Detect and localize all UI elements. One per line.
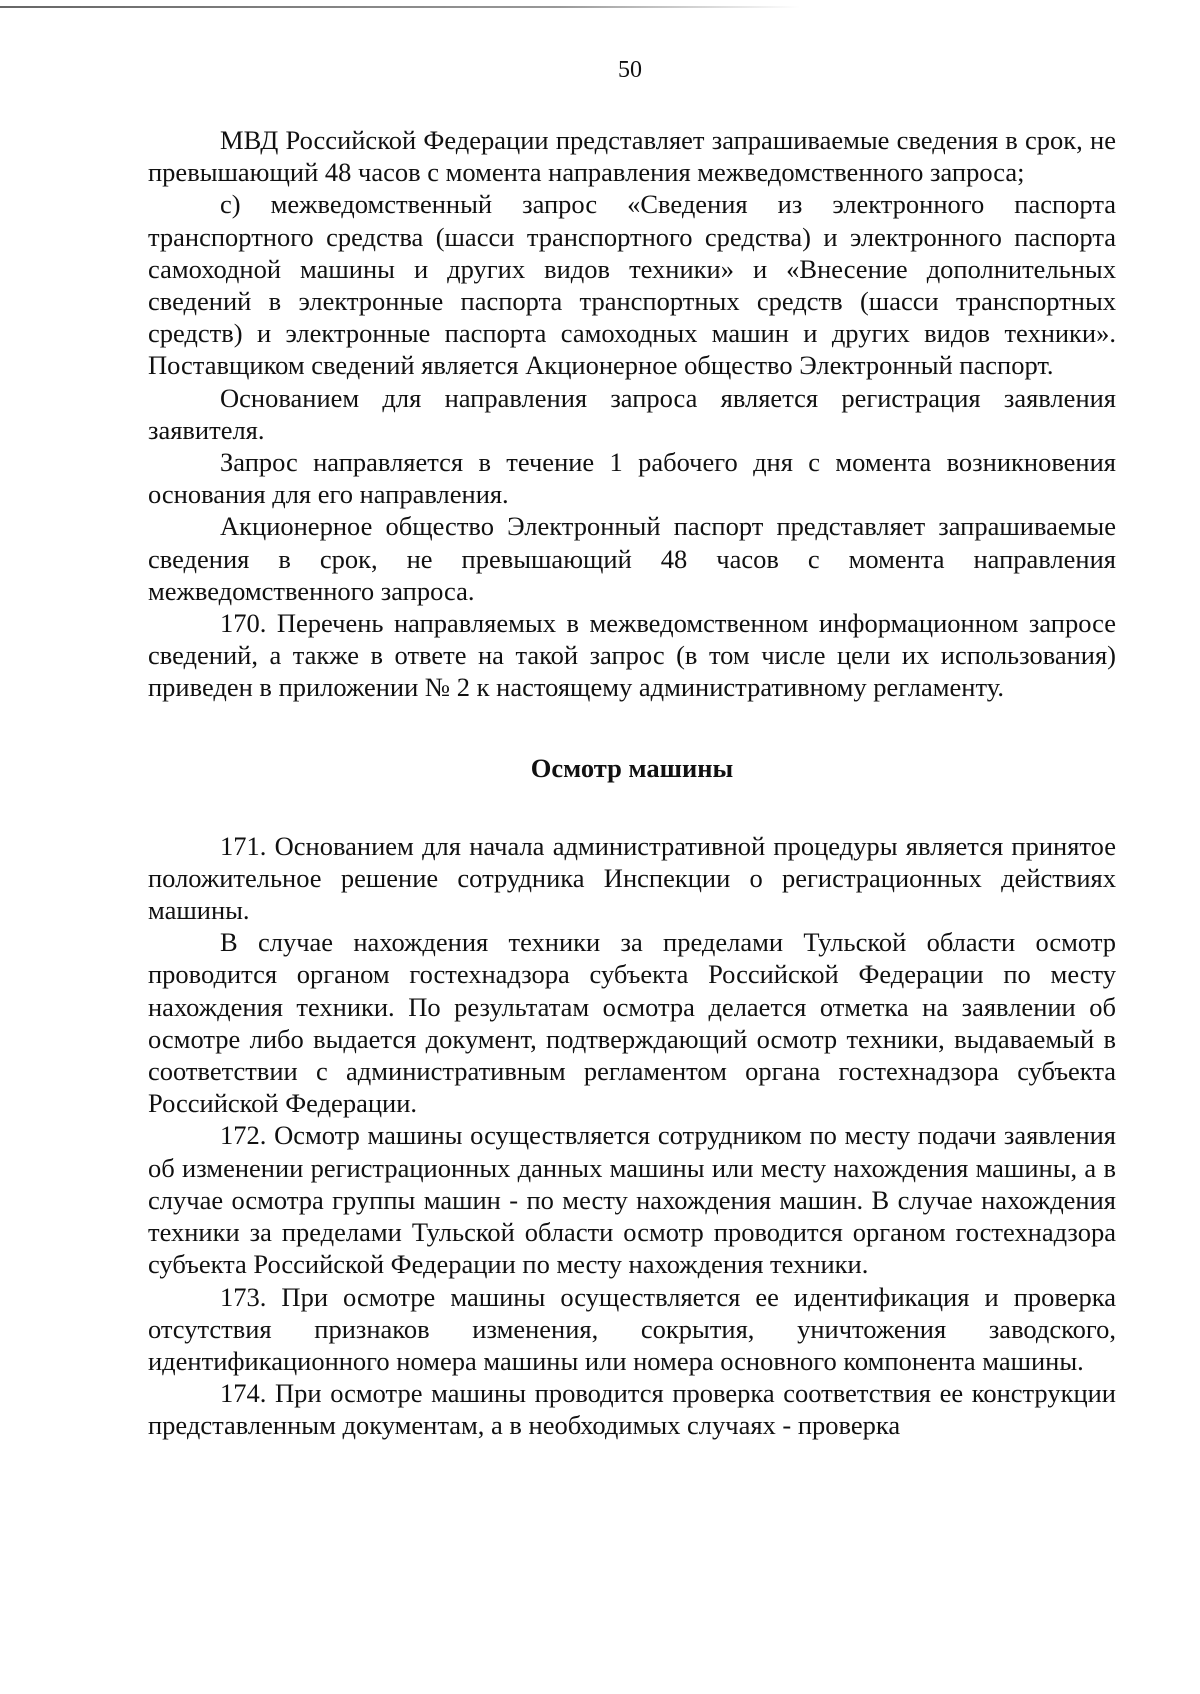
page-number: 50	[618, 57, 642, 83]
paragraph-request-basis: Основанием для направления запроса является регистрация заявления заявителя.	[148, 382, 1116, 445]
paragraph-172: 172. Осмотр машины осуществляется сотрудником по месту подачи заявления об изменении регистрационных данных машины или месту нахождения машины, а в случае осмотра группы машин - по месту нахождения машин. В случае нахождения техники за пределами Тульской области осмотр проводится органом гостехнадзора субъекта Российской Федерации по месту нахождения техники.	[148, 1120, 1116, 1280]
paragraph-epassport-response: Акционерное общество Электронный паспорт представляет запрашиваемые сведения в срок, не превышающий 48 часов с момента направления межведомственного запроса.	[148, 511, 1116, 606]
page-body	[148, 124, 1116, 1442]
paragraph-request-c: с) межведомственный запрос «Сведения из электронного паспорта транспортного средства (шасси транспортного средства) и электронного паспорта самоходной машины и других видов техники» и «Внесение дополнительных сведений в электронные паспорта транспортных средств (шасси транспортных средств) и электронные паспорта самоходных машин и других видов техники». Поставщиком сведений является Акционерное общество Электронный паспорт.	[148, 189, 1116, 381]
paragraph-170: 170. Перечень направляемых в межведомственном информационном запросе сведений, а также в ответе на такой запрос (в том числе цели их использования) приведен в приложении № 2 к настоящему административному регламенту.	[148, 608, 1116, 703]
paragraph-mvd-response: МВД Российской Федерации представляет запрашиваемые сведения в срок, не превышающий 48 часов с момента направления межведомственного запроса;	[148, 125, 1116, 188]
paragraph-174: 174. При осмотре машины проводится проверка соответствия ее конструкции представленным документам, а в необходимых случаях - проверка	[148, 1378, 1116, 1441]
paragraph-request-timing: Запрос направляется в течение 1 рабочего дня с момента возникновения основания для его направления.	[148, 447, 1116, 510]
paragraph-171: 171. Основанием для начала административной процедуры является принятое положительное решение сотрудника Инспекции о регистрационных действиях машины.	[148, 830, 1116, 926]
paragraph-173: 173. При осмотре машины осуществляется ее идентификация и проверка отсутствия признаков изменения, сокрытия, уничтожения заводского, идентификационного номера машины или номера основного компонента машины.	[148, 1281, 1116, 1376]
scan-edge-line	[0, 6, 800, 8]
paragraph-outside-region: В случае нахождения техники за пределами Тульской области осмотр проводится органом гостехнадзора субъекта Российской Федерации по месту нахождения техники. По результатам осмотра делается отметка на заявлении об осмотре либо выдается документ, подтверждающий осмотр техники, выдаваемый в соответствии с административным регламентом органа гостехнадзора субъекта Российской Федерации.	[148, 927, 1116, 1119]
section-heading: Осмотр машины	[530, 752, 734, 783]
